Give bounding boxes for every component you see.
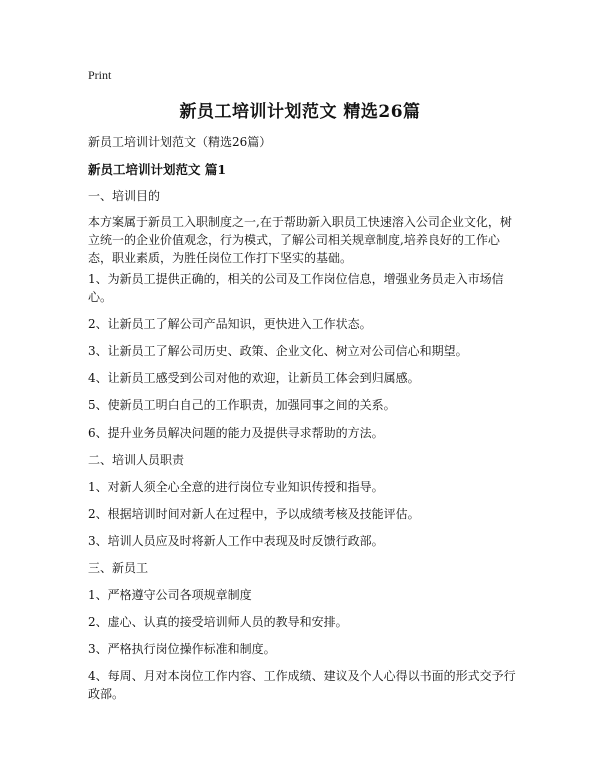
list-item: 4、每周、月对本岗位工作内容、工作成绩、建议及个人心得以书面的形式交予行政部。: [88, 669, 516, 701]
list-item: 1、为新员工提供正确的，相关的公司及工作岗位信息，增强业务员走入市场信心。: [88, 272, 504, 304]
intro-paragraph: 本方案属于新员工入职制度之一,在于帮助新入职员工快速溶入公司企业文化，树立统一的企业价值观念，行为模式，了解公司相关规章制度,培养良好的工作心态，职业素质，为胜任岗位工作打下坚实的基础。: [88, 215, 512, 265]
list-item: 2、根据培训时间对新人在过程中，予以成绩考核及技能评估。: [88, 507, 420, 521]
heading-new-employee: 三、新员工: [88, 561, 149, 575]
print-link[interactable]: Print: [88, 68, 112, 82]
document-title: 新员工培训计划范文 精选26篇: [179, 102, 421, 122]
list-item: 2、虚心、认真的接受培训师人员的教导和安排。: [88, 615, 348, 629]
heading-training-purpose: 一、培训目的: [88, 189, 161, 203]
list-item: 4、让新员工感受到公司对他的欢迎，让新员工体会到归属感。: [88, 371, 420, 385]
list-item: 5、使新员工明白自己的工作职责，加强同事之间的关系。: [88, 398, 396, 412]
list-item: 3、培训人员应及时将新人工作中表现及时反馈行政部。: [88, 534, 384, 548]
document-subtitle: 新员工培训计划范文（精选26篇）: [88, 135, 272, 149]
list-item: 6、提升业务员解决问题的能力及提供寻求帮助的方法。: [88, 426, 384, 440]
list-item: 1、对新人须全心全意的进行岗位专业知识传授和指导。: [88, 480, 384, 494]
list-item: 2、让新员工了解公司产品知识，更快进入工作状态。: [88, 317, 372, 331]
heading-trainer-duties: 二、培训人员职责: [88, 453, 185, 467]
list-item: 1、严格遵守公司各项规章制度: [88, 588, 252, 602]
section-heading: 新员工培训计划范文 篇1: [88, 162, 227, 177]
list-item: 3、让新员工了解公司历史、政策、企业文化、树立对公司信心和期望。: [88, 344, 468, 358]
list-item: 3、严格执行岗位操作标准和制度。: [88, 642, 276, 656]
